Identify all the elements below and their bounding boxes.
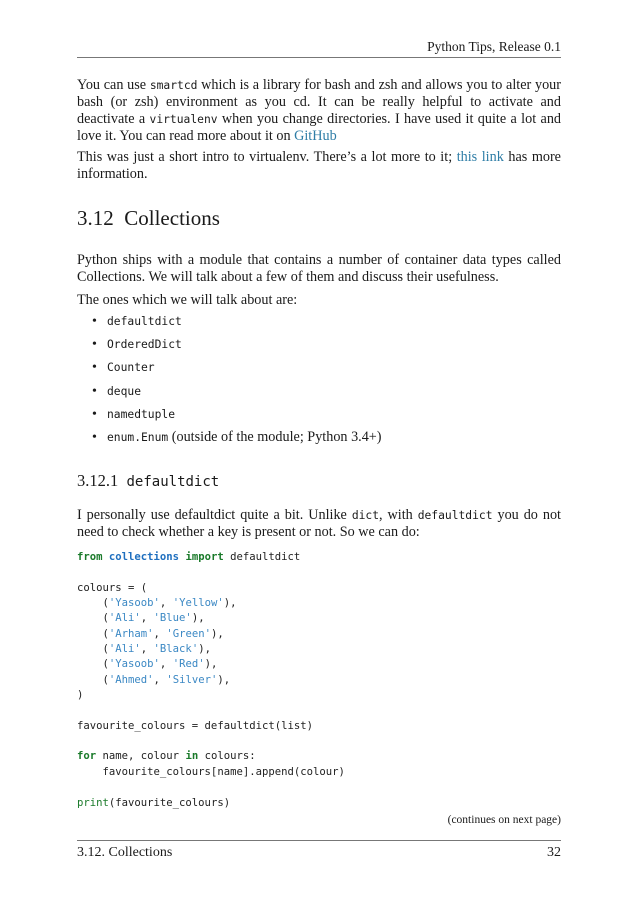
list-item bbox=[77, 359, 561, 382]
code-block: from collections import defaultdict colours = ( ('Yasoob', 'Yellow'), ('Ali', 'Blue'), ('Arham', 'Green'), ('Ali', 'Black'), ('Yasoob', 'Red'), ('Ahmed', 'Silver'), ) favourite_colours = defaultdict(list) for name, colour in colours: favourite_colours[name].append(colour) print(favourite_colours) bbox=[77, 551, 345, 809]
github-link[interactable]: GitHub bbox=[294, 128, 337, 144]
code-line: ('Ali', 'Black'), bbox=[77, 643, 211, 656]
document-page bbox=[77, 0, 561, 902]
bullet-icon: • bbox=[92, 337, 97, 353]
code-line: ('Yasoob', 'Red'), bbox=[77, 658, 218, 671]
paragraph-defaultdict: I personally use defaultdict quite a bit. Unlike dict, with defaultdict you do not need to check whether a key is present or not. So we can do: bbox=[77, 507, 561, 540]
inline-code: Counter bbox=[107, 361, 155, 375]
code-line: ('Ali', 'Blue'), bbox=[77, 612, 205, 625]
inline-code: defaultdict bbox=[107, 315, 182, 328]
subsection-heading: 3.12.1 defaultdict bbox=[77, 471, 220, 490]
footer-rule bbox=[77, 840, 561, 841]
paragraph-virtualenv-intro: This was just a short intro to virtualenv. There’s a lot more to it; this link has more information. bbox=[77, 149, 561, 182]
list-item: • enum.Enum (outside of the module; Python 3.4+) bbox=[92, 428, 382, 445]
inline-code: namedtuple bbox=[107, 407, 176, 421]
bullet-icon: • bbox=[92, 406, 97, 422]
paragraph-smartcd: You can use smartcd which is a library for bash and zsh and allows you to alter your bash (or zsh) environment as you cd. It can be really helpful to activate and deactivate a virtualenv when you change directories. I have used it quite a lot and love it. You can read more about it on GitHub bbox=[77, 77, 562, 144]
bullet-icon: • bbox=[92, 360, 97, 376]
colour-tuples bbox=[77, 597, 236, 686]
code-line: ('Yasoob', 'Yellow'), bbox=[77, 597, 237, 610]
paragraph-collections-intro: Python ships with a module that contains a number of container data types called Collections. We will talk about a few of them and discuss their usefulness. bbox=[77, 252, 561, 285]
code-line: ('Arham', 'Green'), bbox=[77, 627, 224, 640]
bullet-icon: • bbox=[92, 429, 97, 445]
code-line: ('Ahmed', 'Silver'), bbox=[77, 673, 231, 686]
inline-code: OrderedDict bbox=[107, 338, 182, 352]
list-item bbox=[77, 313, 561, 336]
paragraph-list-intro: The ones which we will talk about are: bbox=[77, 292, 298, 308]
inline-code: virtualenv bbox=[149, 113, 218, 126]
collections-list bbox=[77, 313, 561, 452]
list-item bbox=[77, 383, 561, 406]
list-item bbox=[77, 406, 561, 429]
inline-code: smartcd bbox=[149, 79, 198, 92]
inline-code: dict bbox=[351, 509, 380, 522]
continues-note: (continues on next page) bbox=[447, 814, 561, 826]
page-number: 32 bbox=[547, 845, 561, 860]
footer-section: 3.12. Collections bbox=[77, 845, 173, 860]
bullet-icon: • bbox=[92, 314, 97, 329]
section-heading: 3.12 Collections bbox=[77, 206, 220, 230]
this-link[interactable]: this link bbox=[456, 149, 504, 165]
header-rule bbox=[77, 57, 561, 58]
inline-code: enum.Enum bbox=[107, 430, 169, 444]
running-header: Python Tips, Release 0.1 bbox=[427, 39, 561, 54]
inline-code: defaultdict bbox=[417, 509, 493, 522]
list-item bbox=[77, 336, 561, 359]
bullet-icon: • bbox=[92, 383, 97, 399]
inline-code: deque bbox=[107, 384, 142, 398]
